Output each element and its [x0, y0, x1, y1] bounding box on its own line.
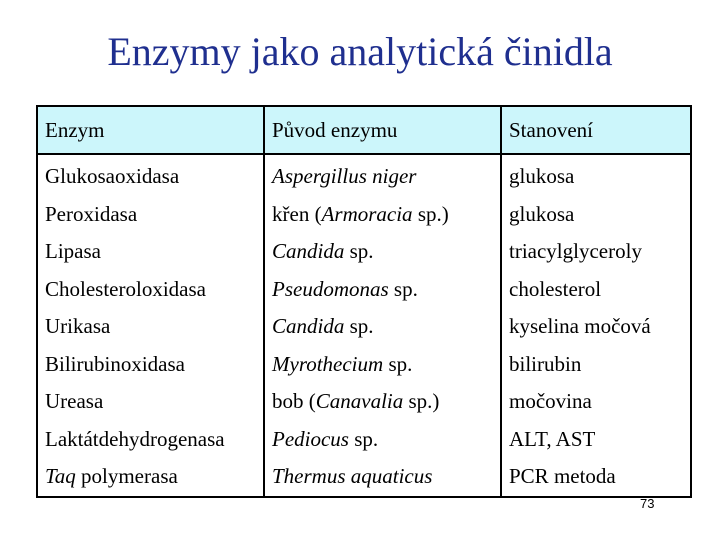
table-row: [37, 196, 691, 234]
table-row: [37, 383, 691, 421]
cell-enzyme: [37, 271, 264, 309]
cell-determination: [501, 233, 691, 271]
cell-determination: [501, 196, 691, 234]
table-row: [37, 346, 691, 384]
cell-text-segment: sp.: [344, 314, 374, 339]
cell-text-segment: Laktátdehydrogenasa: [45, 426, 225, 451]
cell-text-segment: Bilirubinoxidasa: [45, 351, 185, 376]
cell-text-segment: Aspergillus niger: [272, 164, 417, 189]
cell-text-segment: sp.: [388, 276, 418, 301]
cell-origin: [264, 458, 501, 497]
cell-text-segment: křen (: [272, 201, 322, 226]
cell-text-segment: Thermus aquaticus: [272, 464, 433, 489]
cell-text-segment: Taq: [45, 464, 76, 489]
cell-text-segment: sp.: [344, 239, 374, 264]
slide-title: Enzymy jako analytická činidla: [107, 29, 613, 74]
table-row: [37, 308, 691, 346]
cell-text-segment: bilirubin: [509, 351, 582, 376]
cell-text-segment: Canavalia: [315, 389, 404, 414]
enzyme-table: [36, 105, 692, 498]
cell-determination: [501, 308, 691, 346]
cell-text-segment: Myrothecium: [272, 351, 384, 376]
cell-enzyme: [37, 346, 264, 384]
cell-text-segment: Pediocus: [272, 426, 349, 451]
cell-origin: [264, 346, 501, 384]
cell-text-segment: Cholesteroloxidasa: [45, 276, 206, 301]
cell-enzyme: [37, 196, 264, 234]
cell-enzyme: [37, 383, 264, 421]
cell-text-segment: močovina: [509, 389, 592, 414]
cell-enzyme: [37, 233, 264, 271]
cell-text-segment: cholesterol: [509, 276, 602, 301]
cell-text-segment: Armoracia: [321, 201, 413, 226]
cell-text-segment: sp.): [403, 389, 440, 414]
table-body: [37, 154, 691, 497]
cell-enzyme: [37, 308, 264, 346]
cell-text-segment: Urikasa: [45, 314, 111, 339]
cell-text-segment: Candida: [272, 239, 345, 264]
cell-text-segment: sp.: [348, 426, 379, 451]
header-determination: Stanovení: [501, 106, 691, 154]
cell-origin: [264, 154, 501, 196]
cell-text-segment: Ureasa: [45, 389, 104, 414]
cell-text-segment: triacylglyceroly: [509, 239, 642, 264]
cell-determination: [501, 421, 691, 459]
cell-origin: [264, 308, 501, 346]
header-enzyme: Enzym: [37, 106, 264, 154]
cell-text-segment: sp.): [412, 201, 449, 226]
cell-determination: [501, 458, 691, 497]
cell-text-segment: ALT, AST: [509, 426, 596, 451]
table-row: [37, 421, 691, 459]
table-row: [37, 271, 691, 309]
cell-text-segment: Glukosaoxidasa: [45, 164, 180, 189]
cell-text-segment: glukosa: [509, 201, 575, 226]
header-origin: Původ enzymu: [264, 106, 501, 154]
cell-text-segment: bob (: [272, 389, 316, 414]
cell-determination: [501, 346, 691, 384]
table-row: [37, 233, 691, 271]
cell-text-segment: Lipasa: [45, 239, 101, 264]
cell-text-segment: PCR metoda: [509, 464, 616, 489]
table-header-row: [37, 106, 691, 154]
cell-determination: [501, 383, 691, 421]
cell-text-segment: glukosa: [509, 164, 575, 189]
cell-enzyme: [37, 458, 264, 497]
cell-origin: [264, 196, 501, 234]
cell-origin: [264, 233, 501, 271]
cell-determination: [501, 271, 691, 309]
page-number: 73: [640, 496, 655, 511]
cell-text-segment: kyselina močová: [509, 314, 651, 339]
cell-text-segment: Pseudomonas: [272, 276, 389, 301]
cell-text-segment: Candida: [272, 314, 345, 339]
cell-text-segment: Peroxidasa: [45, 201, 138, 226]
cell-enzyme: [37, 154, 264, 196]
cell-determination: [501, 154, 691, 196]
table-row: [37, 154, 691, 196]
cell-text-segment: sp.: [383, 351, 413, 376]
cell-origin: [264, 383, 501, 421]
cell-text-segment: polymerasa: [75, 464, 178, 489]
cell-origin: [264, 271, 501, 309]
table-row: [37, 458, 691, 497]
cell-enzyme: [37, 421, 264, 459]
cell-origin: [264, 421, 501, 459]
